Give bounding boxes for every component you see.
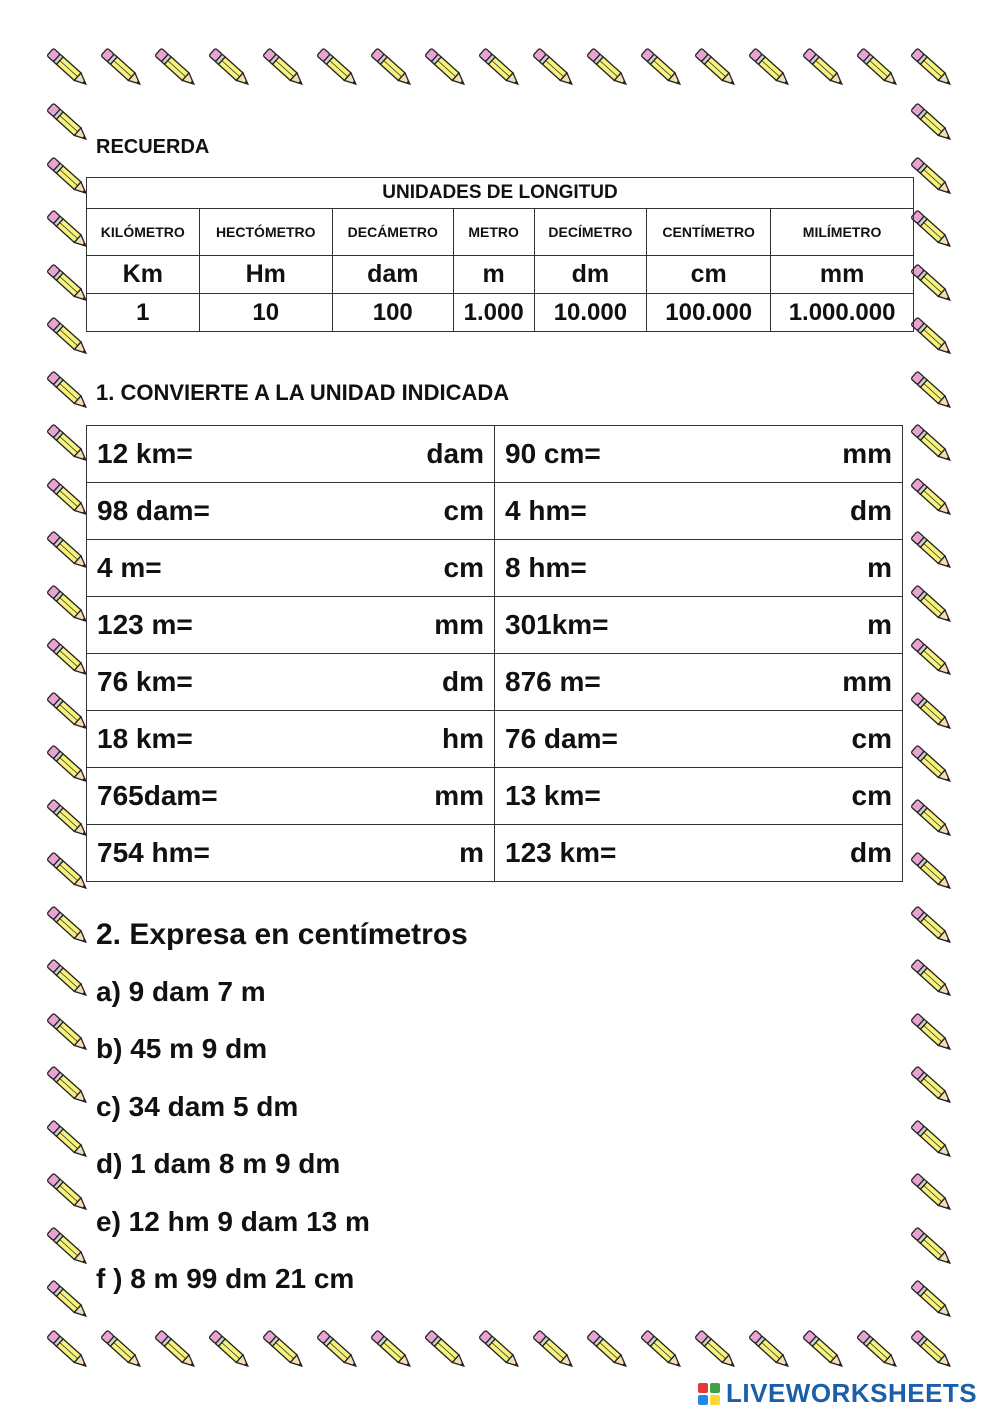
quantity: 76 dam= xyxy=(505,723,618,754)
pencil-icon xyxy=(580,40,636,96)
pencil-icon xyxy=(850,40,906,96)
unit-name: CENTÍMETRO xyxy=(647,209,771,256)
unit-value: 10.000 xyxy=(534,294,647,332)
pencil-icon xyxy=(904,95,960,151)
conversion-cell[interactable] xyxy=(87,654,495,711)
logo-square xyxy=(698,1383,708,1393)
exercise2-item[interactable]: b) 45 m 9 dm xyxy=(96,1033,268,1064)
unit-value: 1.000.000 xyxy=(771,294,914,332)
conversion-cell[interactable] xyxy=(495,483,903,540)
table-row xyxy=(87,768,903,825)
pencil-icon xyxy=(688,1322,744,1378)
quantity: 12 km= xyxy=(97,438,193,469)
units-table-title: UNIDADES DE LONGITUD xyxy=(87,178,914,209)
pencil-icon xyxy=(310,1322,366,1378)
pencil-icon xyxy=(904,898,960,954)
pencil-icon xyxy=(40,951,96,1007)
exercise1-title: 1. CONVIERTE A LA UNIDAD INDICADA xyxy=(96,380,510,405)
target-unit: cm xyxy=(443,495,484,526)
pencil-icon xyxy=(904,737,960,793)
quantity: 754 hm= xyxy=(97,837,210,868)
pencil-icon xyxy=(40,898,96,954)
quantity: 18 km= xyxy=(97,723,193,754)
unit-name: KILÓMETRO xyxy=(87,209,200,256)
conversion-cell[interactable] xyxy=(87,540,495,597)
target-unit: dam xyxy=(426,438,484,469)
pencil-icon xyxy=(904,1322,960,1378)
pencil-icon xyxy=(94,1322,150,1378)
target-unit: dm xyxy=(850,837,892,868)
conversion-cell[interactable] xyxy=(495,597,903,654)
pencil-icon xyxy=(742,1322,798,1378)
target-unit: mm xyxy=(434,780,484,811)
pencil-icon xyxy=(796,40,852,96)
conversion-cell[interactable] xyxy=(495,711,903,768)
quantity: 4 hm= xyxy=(505,495,587,526)
liveworksheets-logo-icon xyxy=(698,1383,720,1405)
pencil-icon xyxy=(634,40,690,96)
pencil-icon xyxy=(634,1322,690,1378)
pencil-icon xyxy=(904,470,960,526)
pencil-icon xyxy=(904,844,960,900)
pencil-icon xyxy=(904,416,960,472)
pencil-icon xyxy=(904,523,960,579)
conversion-cell[interactable] xyxy=(495,654,903,711)
pencil-icon xyxy=(40,1322,96,1378)
pencil-icon xyxy=(904,684,960,740)
pencil-icon xyxy=(904,1005,960,1061)
exercise2-item[interactable]: d) 1 dam 8 m 9 dm xyxy=(96,1148,341,1179)
exercise2-item[interactable]: f ) 8 m 99 dm 21 cm xyxy=(96,1263,355,1294)
pencil-icon xyxy=(904,951,960,1007)
quantity: 98 dam= xyxy=(97,495,210,526)
pencil-icon xyxy=(904,791,960,847)
pencil-icon xyxy=(526,1322,582,1378)
conversion-cell[interactable] xyxy=(495,426,903,483)
unit-value: 100.000 xyxy=(647,294,771,332)
unit-name: DECÁMETRO xyxy=(332,209,453,256)
pencil-icon xyxy=(796,1322,852,1378)
target-unit: mm xyxy=(434,609,484,640)
exercise2-item[interactable]: e) 12 hm 9 dam 13 m xyxy=(96,1206,370,1237)
target-unit: mm xyxy=(842,666,892,697)
exercise2-title: 2. Expresa en centímetros xyxy=(96,918,468,951)
quantity: 765dam= xyxy=(97,780,218,811)
pencil-icon xyxy=(904,363,960,419)
quantity: 90 cm= xyxy=(505,438,601,469)
logo-square xyxy=(698,1395,708,1405)
unit-value: 1.000 xyxy=(453,294,534,332)
conversion-cell[interactable] xyxy=(495,825,903,882)
conversion-cell[interactable] xyxy=(87,426,495,483)
pencil-icon xyxy=(526,40,582,96)
unit-name: DECÍMETRO xyxy=(534,209,647,256)
pencil-icon xyxy=(256,40,312,96)
table-row xyxy=(87,711,903,768)
quantity: 123 m= xyxy=(97,609,193,640)
pencil-icon xyxy=(904,577,960,633)
pencil-icon xyxy=(310,40,366,96)
conversion-cell[interactable] xyxy=(87,825,495,882)
unit-abbreviation: Hm xyxy=(199,256,332,294)
table-row xyxy=(87,426,903,483)
unit-value: 10 xyxy=(199,294,332,332)
table-row xyxy=(87,483,903,540)
conversion-cell[interactable] xyxy=(495,768,903,825)
pencil-icon xyxy=(202,40,258,96)
pencil-icon xyxy=(472,1322,528,1378)
unit-abbreviation: dm xyxy=(534,256,647,294)
logo-square xyxy=(710,1395,720,1405)
unit-abbreviation: m xyxy=(453,256,534,294)
brand-text: LIVEWORKSHEETS xyxy=(726,1378,978,1408)
pencil-icon xyxy=(256,1322,312,1378)
unit-name: METRO xyxy=(453,209,534,256)
pencil-icon xyxy=(580,1322,636,1378)
target-unit: mm xyxy=(842,438,892,469)
pencil-icon xyxy=(688,40,744,96)
pencil-icon xyxy=(850,1322,906,1378)
unit-name: HECTÓMETRO xyxy=(199,209,332,256)
target-unit: cm xyxy=(443,552,484,583)
target-unit: m xyxy=(867,552,892,583)
pencil-icon xyxy=(904,1165,960,1221)
pencil-icon xyxy=(904,630,960,686)
table-row xyxy=(87,825,903,882)
conversion-cell[interactable] xyxy=(87,597,495,654)
target-unit: m xyxy=(867,609,892,640)
pencil-icon xyxy=(148,40,204,96)
units-table xyxy=(86,177,914,332)
pencil-icon xyxy=(40,40,96,96)
pencil-icon xyxy=(742,40,798,96)
exercise2-item[interactable]: c) 34 dam 5 dm xyxy=(96,1091,299,1122)
liveworksheets-brand xyxy=(698,1378,977,1409)
target-unit: cm xyxy=(851,723,892,754)
pencil-icon xyxy=(418,1322,474,1378)
quantity: 76 km= xyxy=(97,666,193,697)
conversion-table xyxy=(86,425,903,882)
table-row xyxy=(87,540,903,597)
logo-square xyxy=(710,1383,720,1393)
unit-abbreviation: Km xyxy=(87,256,200,294)
table-row xyxy=(87,654,903,711)
pencil-icon xyxy=(40,1005,96,1061)
pencil-icon xyxy=(904,1219,960,1275)
quantity: 13 km= xyxy=(505,780,601,811)
pencil-icon xyxy=(40,1219,96,1275)
pencil-icon xyxy=(904,1272,960,1328)
pencil-icon xyxy=(40,95,96,151)
pencil-icon xyxy=(40,1112,96,1168)
quantity: 301km= xyxy=(505,609,609,640)
target-unit: hm xyxy=(442,723,484,754)
quantity: 123 km= xyxy=(505,837,617,868)
unit-abbreviation: mm xyxy=(771,256,914,294)
recuerda-label: RECUERDA xyxy=(96,136,210,158)
conversion-cell[interactable] xyxy=(87,711,495,768)
pencil-icon xyxy=(364,1322,420,1378)
unit-abbreviation: dam xyxy=(332,256,453,294)
unit-value: 100 xyxy=(332,294,453,332)
quantity: 4 m= xyxy=(97,552,162,583)
pencil-icon xyxy=(904,40,960,96)
conversion-cell[interactable] xyxy=(87,483,495,540)
pencil-icon xyxy=(202,1322,258,1378)
conversion-cell[interactable] xyxy=(87,768,495,825)
pencil-icon xyxy=(904,1112,960,1168)
quantity: 8 hm= xyxy=(505,552,587,583)
target-unit: dm xyxy=(850,495,892,526)
pencil-icon xyxy=(94,40,150,96)
target-unit: dm xyxy=(442,666,484,697)
unit-abbreviation: cm xyxy=(647,256,771,294)
conversion-cell[interactable] xyxy=(495,540,903,597)
pencil-icon xyxy=(40,1058,96,1114)
pencil-icon xyxy=(40,1272,96,1328)
pencil-icon xyxy=(40,363,96,419)
exercise2-item[interactable]: a) 9 dam 7 m xyxy=(96,976,266,1007)
pencil-icon xyxy=(472,40,528,96)
target-unit: m xyxy=(459,837,484,868)
table-row xyxy=(87,597,903,654)
pencil-icon xyxy=(904,1058,960,1114)
pencil-icon xyxy=(40,1165,96,1221)
pencil-icon xyxy=(148,1322,204,1378)
unit-value: 1 xyxy=(87,294,200,332)
quantity: 876 m= xyxy=(505,666,601,697)
unit-name: MILÍMETRO xyxy=(771,209,914,256)
target-unit: cm xyxy=(851,780,892,811)
pencil-icon xyxy=(418,40,474,96)
pencil-icon xyxy=(364,40,420,96)
